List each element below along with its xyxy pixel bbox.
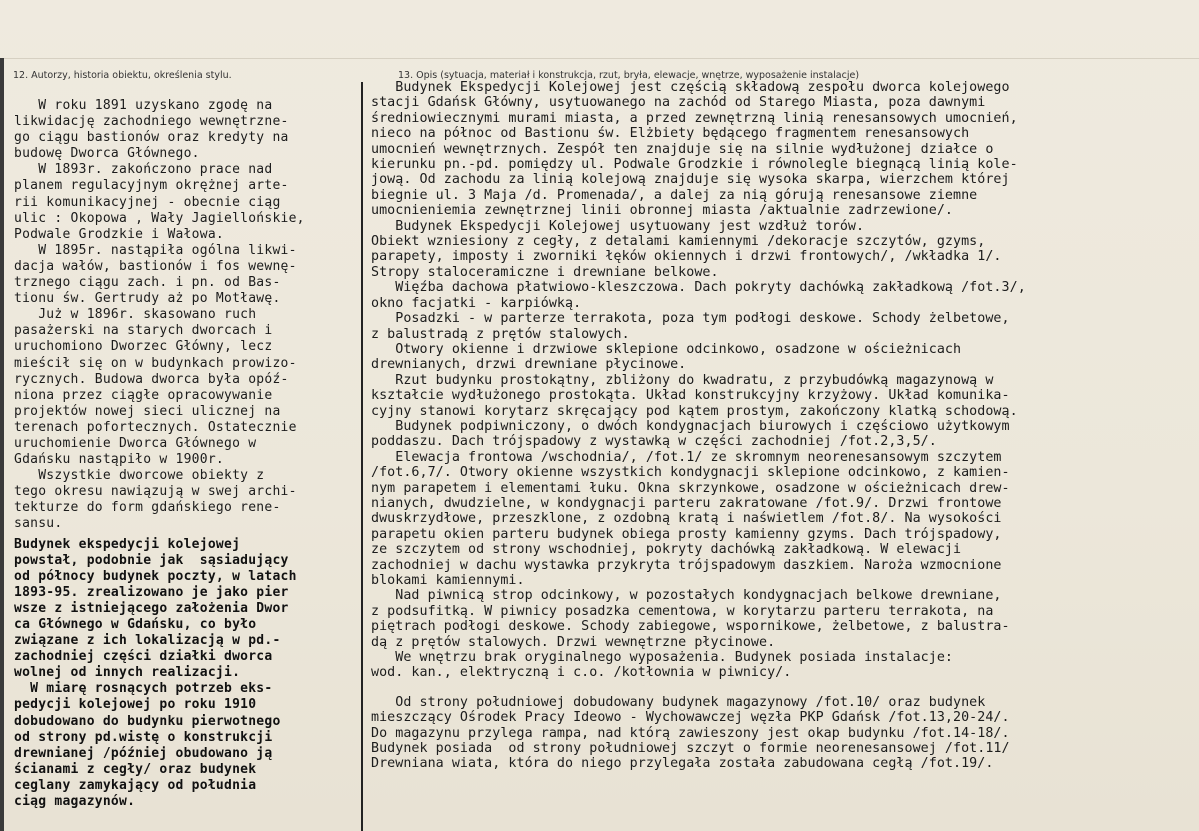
text-line: poddaszu. Dach trójspadowy z wystawką w części zachodniej /fot.2,3,5/. [371, 434, 937, 450]
text-line: ze szczytem od strony wschodniej, pokryty dachówką zakładkową. W elewacji [371, 542, 962, 558]
text-line: Budynek posiada od strony południowej szczyt o formie neorenesansowej /fot.11/ [371, 741, 1010, 757]
text-line: ceglany zamykający od południa [14, 777, 257, 793]
text-line: Elewacja frontowa /wschodnia/, /fot.1/ ze skromnym neorenesansowym szczytem [371, 449, 1002, 465]
text-line: okno facjatki - karpiówką. [371, 295, 582, 311]
text-line: W miarę rosnących potrzeb eks- [14, 681, 273, 697]
text-line: Budynek ekspedycji kolejowej [14, 536, 241, 552]
text-line: drewnianych, drzwi drewniane płycinowe. [371, 357, 687, 373]
right-section-header: 13. Opis (sytuacja, materiał i konstrukcja, rzut, bryła, elewacje, wnętrze, wyposażenie instalacje) [398, 70, 860, 81]
text-line: wsze z istniejącego założenia Dwor [14, 600, 289, 616]
text-line: parapety, imposty i zworniki łęków okiennych i drzwi frontowych/, /wkładka 1/. [371, 249, 1002, 265]
text-line: nianych, dwudzielne, w kondygnacji parteru zakratowane /fot.9/. Drzwi frontowe [371, 495, 1002, 511]
text-line: nym parapetem i elementami łuku. Okna skrzynkowe, osadzone w ościeżnicach drew- [371, 480, 1010, 496]
text-line: z podsufitką. W piwnicy posadzka cementowa, w korytarzu parteru terrakota, na [371, 603, 994, 619]
text-line: Budynek Ekspedycji Kolejowej jest częścią składową zespołu dworca kolejowego [371, 80, 1010, 95]
text-line: umocnieniemia zewnętrznej linii obronnej miasta /aktualnie zadrzewione/. [371, 203, 954, 219]
text-line: ca Głównego w Gdańsku, co było [14, 617, 257, 632]
text-line: Nad piwnicą strop odcinkowy, w pozostałych kondygnacjach belkowe drewniane, [371, 588, 1002, 604]
right-column [371, 80, 1193, 772]
text-line: mieszczący Ośrodek Pracy Ideowo - Wychowawczej węzła PKP Gdańsk /fot.13,20-24/. [371, 710, 1010, 726]
text-line: kształcie wydłużonego prostokąta. Układ konstrukcyjny krzyżowy. Układ komunika- [371, 388, 1010, 404]
column-divider [361, 82, 363, 831]
text-line: Do magazynu przylega rampa, nad którą zawieszony jest okap budynku /fot.14-18/. [371, 725, 1010, 741]
text-line: Budynek Ekspedycji Kolejowej usytuowany jest wzdłuż torów. [371, 218, 865, 234]
annex-description-paragraphs [371, 695, 1193, 772]
text-line: wolnej od innych realizacji. [14, 665, 241, 681]
text-line: od strony pd.wistę o konstrukcji [14, 729, 273, 745]
text-line: mieścił się on w budynkach prowizo- [14, 355, 297, 371]
text-line: Stropy staloceramiczne i drewniane belkowe. [371, 264, 719, 280]
text-line: ścianami z cegły/ oraz budynek [14, 761, 257, 777]
text-line: nieco na północ od Bastionu św. Elżbiety będącego fragmentem renesansowych [371, 126, 970, 142]
top-margin-band [0, 0, 1199, 59]
text-line: dobudowano do budynku pierwotnego [14, 713, 281, 729]
text-line: z balustradą z prętów stalowych. [371, 326, 630, 342]
text-line: sansu. [14, 516, 63, 532]
text-line: trznego ciągu zach. i pn. od Bas- [14, 275, 281, 291]
text-line: Więźba dachowa płatwiowo-kleszczowa. Dach pokryty dachówką zakładkową /fot.3/, [371, 280, 1026, 296]
text-line: tekturze do form gdańskiego rene- [14, 500, 281, 516]
text-line: W 1895r. nastąpiła ogólna likwi- [14, 242, 297, 258]
left-section-header: 12. Autorzy, historia obiektu, określenia stylu. [13, 70, 232, 81]
text-line: Obiekt wzniesiony z cegły, z detalami kamiennymi /dekoracje szczytów, gzyms, [371, 234, 986, 250]
history-paragraphs [14, 98, 360, 533]
text-line: tego okresu nawiązują w swej archi- [14, 484, 297, 500]
text-line: ciąg magazynów. [14, 794, 136, 810]
text-line: od północy budynek poczty, w latach [14, 568, 297, 584]
text-line: 1893-95. zrealizowano je jako pier [14, 584, 289, 600]
text-line: terenach pofortecznych. Ostatecznie [14, 419, 297, 435]
text-line: Od strony południowej dobudowany budynek magazynowy /fot.10/ oraz budynek [371, 694, 986, 710]
text-line: planem regulacyjnym okrężnej arte- [14, 178, 289, 194]
text-line: dwuskrzydłowe, przeszklone, z ozdobną kratą i naświetlem /fot.8/. Na wysokości [371, 511, 1002, 527]
text-line: Posadzki - w parterze terrakota, poza tym podłogi deskowe. Schody żelbetowe, [371, 311, 1010, 327]
text-line: Rzut budynku prostokątny, zbliżony do kwadratu, z przybudówką magazynową w [371, 372, 994, 388]
text-line: średniowiecznymi murami miasta, a przed zewnętrzną linią renesansowych umocnień, [371, 110, 1018, 126]
text-line: stacji Gdańsk Główny, usytuowanego na zachód od Starego Miasta, poza dawnymi [371, 95, 986, 111]
text-line: dacja wałów, bastionów i fos wewnę- [14, 258, 297, 274]
text-line: W roku 1891 uzyskano zgodę na [14, 98, 273, 113]
text-line: jową. Od zachodu za linią kolejową znajduje się wysoka skarpa, wierzchem której [371, 172, 1010, 188]
text-line: Budynek podpiwniczony, o dwóch kondygnacjach biurowych i częściowo użytkowym [371, 418, 1010, 434]
text-line: Wszystkie dworcowe obiekty z [14, 468, 265, 484]
text-line: rii komunikacyjnej - obecnie ciąg [14, 194, 281, 210]
text-line: Drewniana wiata, która do niego przylegała została zabudowana cegłą /fot.19/. [371, 756, 994, 772]
text-line: dą z prętów stalowych. Drzwi wewnętrzne płycinowe. [371, 634, 776, 650]
text-line: ulic : Okopowa , Wały Jagiellońskie, [14, 210, 305, 226]
text-line: zachodniej w dachu wystawka przykryta trójspadowym daszkiem. Naroża wzmocnione [371, 557, 1002, 573]
description-paragraphs [371, 80, 1193, 681]
text-line: projektów nowej sieci ulicznej na [14, 403, 281, 419]
text-line: We wnętrzu brak oryginalnego wyposażenia. Budynek posiada instalacje: [371, 650, 954, 666]
text-line: zachodniej części działki dworca [14, 649, 273, 665]
text-line: uruchomienie Dworca Głównego w [14, 435, 257, 451]
text-line: /fot.6,7/. Otwory okienne wszystkich kondygnacji sklepione odcinkowo, z kamien- [371, 465, 1010, 481]
text-line: niona przez ciągłe opracowywanie [14, 387, 273, 403]
text-line: parapetu okien parteru budynek obiega prosty kamienny gzyms. Dach trójspadowy, [371, 526, 1002, 542]
text-line: pedycji kolejowej po roku 1910 [14, 697, 257, 713]
text-line: tionu św. Gertrudy aż po Motławę. [14, 291, 281, 307]
text-line: uruchomiono Dworzec Główny, lecz [14, 339, 273, 355]
text-line: Już w 1896r. skasowano ruch [14, 307, 257, 323]
text-line: powstał, podobnie jak sąsiadujący [14, 552, 289, 568]
text-line: cyjny stanowi korytarz skręcający pod kątem prostym, zakończony klatką schodową. [371, 403, 1018, 419]
text-line: biegnie ul. 3 Maja /d. Promenada/, a dalej za nią górują renesansowe ziemne [371, 187, 978, 203]
text-line: rycznych. Budowa dworca była opóź- [14, 371, 289, 387]
text-line: piętrach podłogi deskowe. Schody zabiegowe, wspornikowe, żelbetowe, z balustra- [371, 619, 1010, 635]
text-line: Otwory okienne i drzwiowe sklepione odcinkowo, osadzone w ościeżnicach [371, 341, 962, 357]
text-line: go ciągu bastionów oraz kredyty na [14, 130, 289, 146]
text-line: likwidację zachodniego wewnętrzne- [14, 114, 289, 130]
left-column [14, 98, 360, 810]
text-line: budowę Dworca Głównego. [14, 146, 200, 162]
text-line: pasażerski na starych dworcach i [14, 323, 273, 339]
text-line: Podwale Grodzkie i Wałowa. [14, 226, 224, 242]
text-line: W 1893r. zakończono prace nad [14, 162, 273, 178]
text-line: blokami kamiennymi. [371, 573, 525, 588]
text-line: drewnianej /później obudowano ją [14, 745, 273, 761]
text-line: kierunku pn.-pd. pomiędzy ul. Podwale Grodzkie i równolegle biegnącą linią kole- [371, 157, 1018, 173]
text-line: wod. kan., elektryczną i c.o. /kotłownia w piwnicy/. [371, 665, 792, 681]
text-line: umocnień wewnętrznych. Zespół ten znajduje się na silnie wydłużonej działce o [371, 141, 994, 157]
text-line: Gdańsku nastąpiło w 1900r. [14, 452, 224, 468]
building-history-paragraphs [14, 537, 360, 811]
left-edge-shadow [0, 58, 4, 831]
text-line: związane z ich lokalizacją w pd.- [14, 633, 281, 649]
